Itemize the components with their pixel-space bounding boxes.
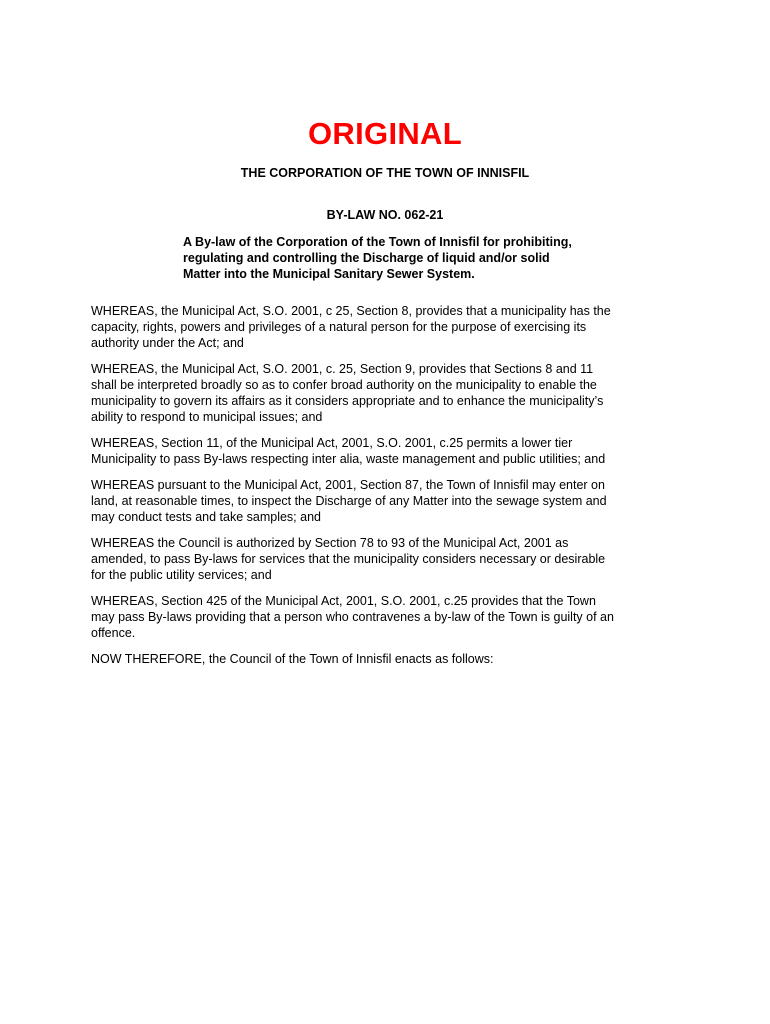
paragraph-line: may pass By-laws providing that a person who contravenes a by-law of the Town is guilty of an [91,610,614,624]
bylaw-purpose-line: Matter into the Municipal Sanitary Sewer System. [183,267,475,281]
bylaw-body [91,303,681,677]
whereas-paragraph-2 [91,361,681,425]
whereas-paragraph-5 [91,535,681,583]
paragraph-line: WHEREAS, the Municipal Act, S.O. 2001, c. 25, Section 9, provides that Sections 8 and 11 [91,362,594,376]
paragraph-line: amended, to pass By-laws for services that the municipality considers necessary or desirable [91,552,606,566]
paragraph-line: authority under the Act; and [91,336,244,350]
paragraph-line: NOW THEREFORE, the Council of the Town of Innisfil enacts as follows: [91,652,494,666]
whereas-paragraph-4 [91,477,681,525]
whereas-paragraph-3 [91,435,681,467]
paragraph-line: offence. [91,626,136,640]
bylaw-purpose-line: regulating and controlling the Discharge of liquid and/or solid [183,251,550,265]
paragraph-line: shall be interpreted broadly so as to confer broad authority on the municipality to enable the [91,378,597,392]
paragraph-line: WHEREAS, the Municipal Act, S.O. 2001, c 25, Section 8, provides that a municipality has the [91,304,611,318]
original-stamp: ORIGINAL [308,116,462,151]
bylaw-number: BY-LAW NO. 062-21 [326,208,444,222]
corporation-title: THE CORPORATION OF THE TOWN OF INNISFIL [240,166,530,180]
paragraph-line: may conduct tests and take samples; and [91,510,321,524]
paragraph-line: ability to respond to municipal issues; and [91,410,323,424]
paragraph-line: land, at reasonable times, to inspect the Discharge of any Matter into the sewage system and [91,494,607,508]
bylaw-purpose [183,234,623,282]
whereas-paragraph-6 [91,593,681,641]
paragraph-line: WHEREAS, Section 11, of the Municipal Act, 2001, S.O. 2001, c.25 permits a lower tier [91,436,573,450]
paragraph-line: capacity, rights, powers and privileges of a natural person for the purpose of exercising its [91,320,587,334]
paragraph-line: Municipality to pass By-laws respecting inter alia, waste management and public utilities; and [91,452,606,466]
paragraph-line: for the public utility services; and [91,568,272,582]
paragraph-line: WHEREAS, Section 425 of the Municipal Act, 2001, S.O. 2001, c.25 provides that the Town [91,594,596,608]
bylaw-purpose-line: A By-law of the Corporation of the Town of Innisfil for prohibiting, [183,235,572,249]
whereas-paragraph-1 [91,303,681,351]
paragraph-line: WHEREAS the Council is authorized by Section 78 to 93 of the Municipal Act, 2001 as [91,536,569,550]
paragraph-line: municipality to govern its affairs as it considers appropriate and to enhance the municipality’s [91,394,604,408]
enactment-clause [91,651,681,667]
paragraph-line: WHEREAS pursuant to the Municipal Act, 2001, Section 87, the Town of Innisfil may enter on [91,478,605,492]
